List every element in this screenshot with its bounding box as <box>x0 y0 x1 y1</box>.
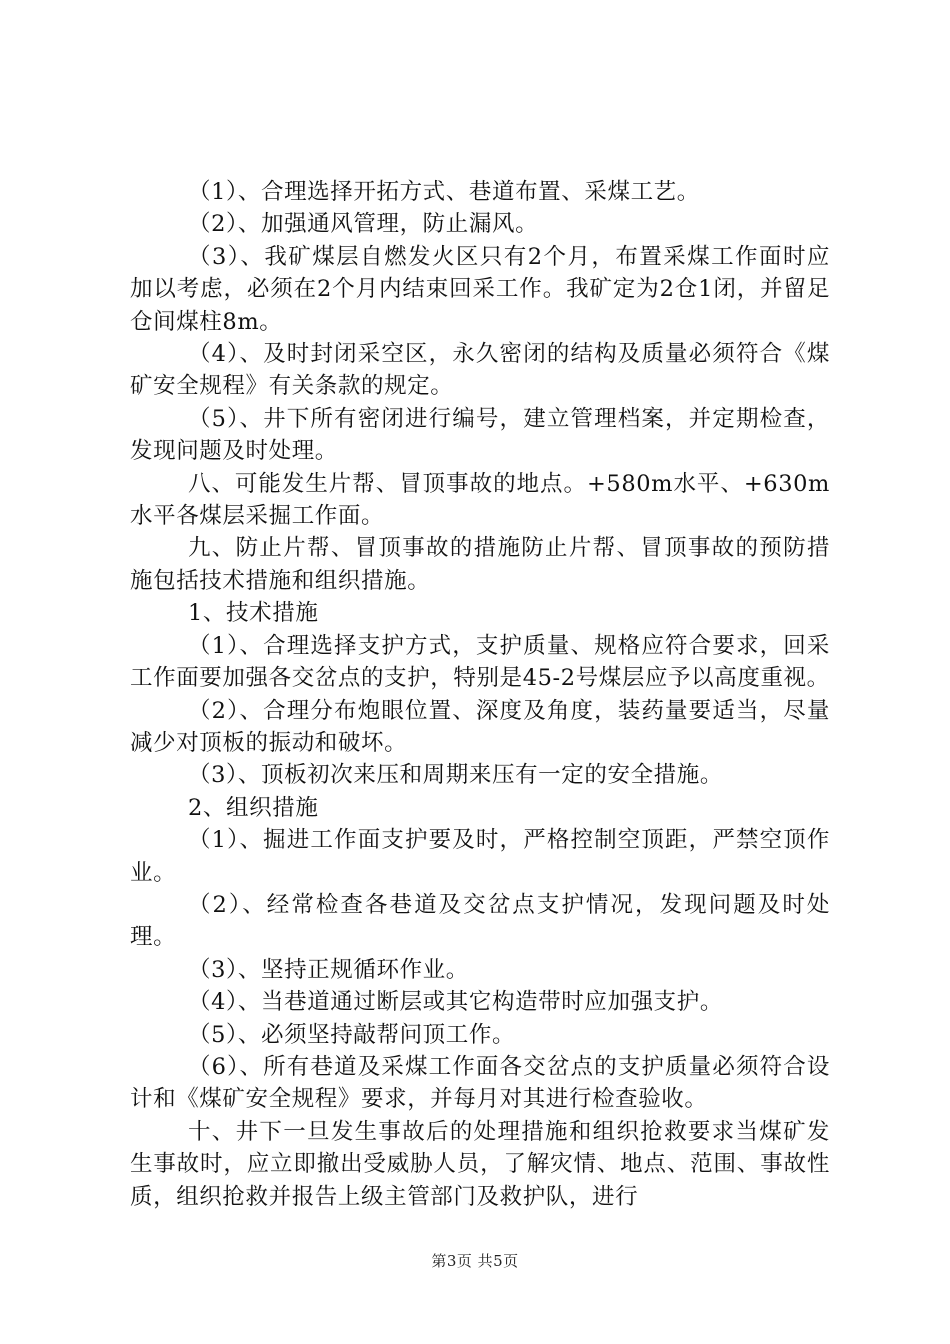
paragraph: （5）、必须坚持敲帮问顶工作。 <box>188 1021 516 1048</box>
subsection-heading: 1、技术措施 <box>188 600 319 627</box>
section-heading-paragraph: 九、防止片帮、冒顶事故的措施防止片帮、冒顶事故的预防措施包括技术措施和组织措施。 <box>130 535 830 594</box>
subsection-heading: 2、组织措施 <box>188 794 319 821</box>
paragraph: （5）、井下所有密闭进行编号，建立管理档案，并定期检查，发现问题及时处理。 <box>130 405 830 465</box>
paragraph: （4）、当巷道通过断层或其它构造带时应加强支护。 <box>188 989 723 1016</box>
section-heading-paragraph: 八、可能发生片帮、冒顶事故的地点。+580m水平、+630m水平各煤层采掘工作面。 <box>130 470 830 530</box>
page-number-label: 第3页 共5页 <box>431 1252 519 1270</box>
paragraph: （3）、我矿煤层自燃发火区只有2个月，布置采煤工作面时应加以考虑，必须在2个月内结束回采工作。我矿定为2仓1闭，并留足仓间煤柱8m。 <box>130 243 830 335</box>
paragraph: （4）、及时封闭采空区，永久密闭的结构及质量必须符合《煤矿安全规程》有关条款的规定。 <box>130 341 830 400</box>
paragraph: （3）、坚持正规循环作业。 <box>188 956 469 983</box>
document-body <box>130 176 830 1213</box>
paragraph: （2）、合理分布炮眼位置、深度及角度，装药量要适当，尽量减少对顶板的振动和破坏。 <box>130 697 830 756</box>
section-heading-paragraph: 十、井下一旦发生事故后的处理措施和组织抢救要求当煤矿发生事故时，应立即撤出受威胁人员，了解灾情、地点、范围、事故性质，组织抢救并报告上级主管部门及救护队，进行 <box>130 1118 830 1210</box>
paragraph: （3）、顶板初次来压和周期来压有一定的安全措施。 <box>188 762 723 789</box>
paragraph: （1）、合理选择支护方式，支护质量、规格应符合要求，回采工作面要加强各交岔点的支护，特别是45-2号煤层应予以高度重视。 <box>130 632 830 692</box>
paragraph: （2）、加强通风管理，防止漏风。 <box>188 211 539 238</box>
paragraph: （1）、掘进工作面支护要及时，严格控制空顶距，严禁空顶作业。 <box>130 827 830 886</box>
paragraph: （6）、所有巷道及采煤工作面各交岔点的支护质量必须符合设计和《煤矿安全规程》要求，并每月对其进行检查验收。 <box>130 1053 830 1113</box>
page-footer <box>0 1251 950 1271</box>
paragraph: （2）、经常检查各巷道及交岔点支护情况，发现问题及时处理。 <box>130 891 830 951</box>
paragraph: （1）、合理选择开拓方式、巷道布置、采煤工艺。 <box>188 179 700 205</box>
